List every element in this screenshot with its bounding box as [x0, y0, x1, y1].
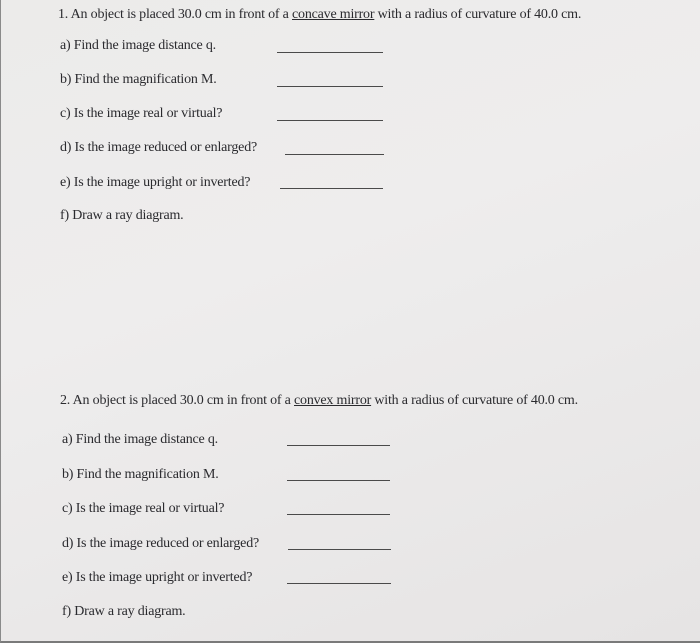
q1-item-f: f) Draw a ray diagram. — [60, 208, 184, 223]
q2-answer-line-a[interactable] — [287, 445, 390, 446]
q1-item-d: d) Is the image reduced or enlarged? — [60, 140, 258, 155]
q2-answer-line-c[interactable] — [287, 514, 390, 515]
q2-item-c: c) Is the image real or virtual? — [62, 501, 225, 516]
q1-item-a: a) Find the image distance q. — [60, 38, 216, 53]
q1-answer-line-c[interactable] — [277, 120, 383, 121]
q2-title-text: 2. An object is placed 30.0 cm in front of a — [60, 393, 294, 408]
q1-item-c: c) Is the image real or virtual? — [60, 106, 223, 121]
q2-answer-line-e[interactable] — [287, 583, 391, 584]
q2-item-a: a) Find the image distance q. — [62, 432, 218, 447]
q2-title-text-end: with a radius of curvature of 40.0 cm. — [371, 393, 578, 408]
q1-answer-line-e[interactable] — [280, 188, 383, 189]
question-2-title — [60, 393, 578, 409]
q1-item-b: b) Find the magnification M. — [60, 72, 217, 87]
q1-answer-line-a[interactable] — [277, 52, 383, 53]
q2-item-f: f) Draw a ray diagram. — [62, 604, 186, 619]
q2-mirror-type: convex mirror — [294, 393, 372, 408]
q2-item-e: e) Is the image upright or inverted? — [62, 570, 253, 585]
q2-item-b: b) Find the magnification M. — [62, 467, 219, 482]
q1-title-text-end: with a radius of curvature of 40.0 cm. — [374, 7, 582, 22]
q1-answer-line-b[interactable] — [277, 86, 383, 87]
q2-item-d: d) Is the image reduced or enlarged? — [62, 536, 260, 551]
q1-item-e: e) Is the image upright or inverted? — [60, 175, 251, 190]
q2-answer-line-d[interactable] — [288, 549, 391, 550]
q1-mirror-type: concave mirror — [292, 7, 375, 22]
q1-title-text: 1. An object is placed 30.0 cm in front of a — [58, 7, 292, 22]
question-1-title — [58, 7, 581, 23]
q1-answer-line-d[interactable] — [285, 154, 384, 155]
q2-answer-line-b[interactable] — [287, 480, 390, 481]
